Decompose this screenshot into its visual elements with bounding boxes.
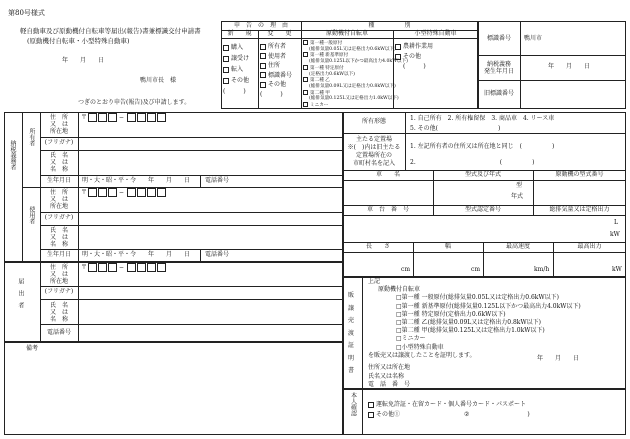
width-unit: cm	[471, 266, 481, 273]
user-birth-label: 生年月日	[46, 251, 71, 258]
change-address[interactable]: 住所	[260, 61, 292, 71]
change-user[interactable]: 使用者	[260, 52, 292, 62]
vehicle-name-field[interactable]	[343, 181, 433, 204]
transfer-body: 上記 原動機付自転車 □第一種 一般原付(総排気量0.05L又は定格出力0.6kW以下) □第一種 新基準原付(総排気量0.125L以下かつ最高出力4.0kW以下) □第一種 特定原付(定格出力0.6kW以下) □第二種 乙(総排気量0.09L又は定格出力0.8kW以下) □第二種 甲(総排気量0.125L又は定格出力1.0kW以下) □ミニカー □小型特殊自動車 を販売又は譲渡したことを証明します。	[368, 278, 581, 359]
speed-label: 最高速度	[505, 243, 530, 250]
length-unit: cm	[401, 266, 411, 273]
type-farming[interactable]: 農耕作業用	[395, 42, 433, 52]
owner-postal[interactable]: 〒 −	[81, 113, 166, 122]
location-label: 主たる定置場 ※( )内は旧主たる 定置場所在の 市町村名を記入	[347, 136, 401, 167]
user-furigana-field[interactable]	[80, 213, 342, 224]
ownership-label: 所有形態	[361, 118, 386, 125]
reason-new-other[interactable]: その他	[223, 75, 249, 86]
filer-phone-label: 電話番号	[46, 329, 71, 336]
new-reason-list	[223, 42, 249, 97]
change-other-detail: ( )	[260, 90, 283, 98]
application-date: 年 月 日	[62, 57, 105, 64]
transfer-date[interactable]: 年 月 日	[537, 355, 580, 362]
transfer-item-class2-a[interactable]: □第二種 甲(総排気量0.125L又は定格出力1.0kW以下)	[396, 327, 545, 335]
location-options[interactable]: 1. 左記所有者の住所又は所在地と同じ ( ) 2. ( )	[410, 143, 555, 166]
filer-furigana-label: (フリガナ)	[44, 288, 74, 295]
change-header: 変 更	[267, 30, 292, 37]
user-address-label: 住 所 又 は 所在地	[49, 189, 68, 210]
special-type-list: 農耕作業用 その他 ( )	[395, 42, 433, 72]
id-check-other[interactable]: その他① ② )	[368, 410, 530, 420]
owner-name-label: 氏 名 又 は 名 称	[49, 152, 68, 173]
declaration: つぎのとおり申告(報告)及び申請します。	[78, 99, 191, 106]
tax-start-date[interactable]: 年 月 日	[548, 63, 591, 70]
displacement-unit-kw: kW	[610, 231, 620, 238]
form-number: 第80号様式	[8, 9, 45, 17]
moped-type-list: 第一種一般原付 (総排気量0.05L又は定格出力0.6kW以下) 第一種 新基準原付 (総排気量0.125L以下かつ最高出力4.0kW以下) 第一種 特定原付 (定格出力0.6kW以下) 第二種 乙 (総排気量0.09L又は定格出力0.8kW以下) 第二種 甲 (総排気量0.125L又は定格出力1.0kW以下) ミニカー	[303, 40, 408, 109]
change-owner[interactable]: 所有者	[260, 42, 292, 52]
type-class1-special[interactable]: 第一種 特定原付	[303, 65, 408, 72]
id-check-label: 本人確認	[349, 392, 357, 416]
displacement-unit-l: L	[614, 219, 618, 226]
power-unit: kW	[612, 266, 622, 273]
change-reason-list	[260, 42, 292, 100]
transfer-item-class1-general[interactable]: □第一種 一般原付(総排気量0.05L又は定格出力0.6kW以下)	[396, 294, 559, 302]
user-side-label: 使用者	[27, 206, 35, 224]
filer-address-label: 住 所 又 は 所在地	[49, 264, 68, 285]
transfer-item-minicar[interactable]: □ミニカー	[396, 335, 426, 343]
year-unit: 年式	[511, 193, 524, 200]
reason-move-in[interactable]: 転入	[223, 64, 249, 75]
owner-address-label: 住 所 又 は 所在地	[49, 114, 68, 135]
transfer-item-special[interactable]: □小型特殊自動車	[396, 343, 444, 351]
filer-name-field[interactable]	[80, 300, 342, 323]
addressee: 鴨川市長 様	[140, 77, 177, 84]
displacement-label: 総排気量又は定格出力	[549, 206, 610, 213]
speed-unit: km/h	[534, 266, 550, 273]
type-class2-a[interactable]: 第二種 甲	[303, 90, 408, 97]
filer-phone-field[interactable]	[80, 325, 342, 341]
user-birth-date[interactable]: 明・大・昭・平・令 年 月 日	[82, 251, 191, 258]
vehicle-name-label: 車 名	[375, 171, 400, 178]
power-label: 最高出力	[577, 243, 602, 250]
reason-transfer[interactable]: 譲受け	[223, 53, 249, 64]
type-header: 種 別	[368, 22, 411, 29]
owner-furigana-label: (フリガナ)	[44, 139, 74, 146]
form-title: 軽自動車及び原動機付自転車等届出(報告)書兼標識交付申請書	[20, 27, 201, 35]
frame-number-field[interactable]	[343, 216, 433, 241]
filer-furigana-field[interactable]	[80, 287, 342, 298]
filer-name-label: 氏 名 又 は 名 称	[49, 302, 68, 323]
user-postal[interactable]: 〒 −	[81, 188, 166, 197]
type-class2-b[interactable]: 第二種 乙	[303, 77, 408, 84]
engine-model-label: 原動機の型式番号	[555, 171, 604, 178]
user-name-label: 氏 名 又 は 名 称	[49, 227, 68, 248]
owner-birth-label: 生年月日	[46, 177, 71, 184]
user-name-field[interactable]	[80, 226, 342, 248]
old-plate-field[interactable]	[522, 83, 624, 107]
filer-side-label: 届出者	[16, 278, 24, 314]
width-label: 幅	[444, 243, 451, 250]
remarks-box[interactable]	[4, 342, 343, 435]
change-plate[interactable]: 標識番号	[260, 71, 292, 81]
tax-start-label: 納税義務 発生年月日	[483, 61, 514, 75]
engine-model-field[interactable]	[534, 181, 625, 204]
special-header: 小型特殊自動車	[414, 30, 457, 37]
transfer-label: 販 譲 売 渡 証 明 書	[348, 292, 355, 374]
owner-phone-label: 電話番号	[205, 177, 230, 184]
plate-city: 鴨川市	[524, 35, 543, 42]
type-class1-general[interactable]: 第一種一般原付	[303, 40, 408, 47]
old-plate-label: 旧標識番号	[483, 90, 514, 97]
change-other[interactable]: その他	[260, 80, 292, 90]
owner-birth-date[interactable]: 明・大・昭・平・令 年 月 日	[82, 177, 191, 184]
owner-name-field[interactable]	[80, 151, 342, 174]
type-special-other[interactable]: その他	[395, 52, 433, 62]
transfer-item-class2-b[interactable]: □第二種 乙(総排気量0.09L又は定格出力0.8kW以下)	[396, 319, 541, 327]
user-phone-label: 電話番号	[205, 251, 230, 258]
remarks-label: 備考	[26, 345, 39, 352]
type-minicar[interactable]: ミニカー	[303, 102, 408, 109]
moped-header: 原動機付自転車	[325, 30, 368, 37]
owner-furigana-field[interactable]	[80, 138, 342, 149]
cert-number-field[interactable]	[434, 216, 533, 241]
form-subtitle: (原動機付自転車・小型特殊自動車)	[27, 37, 130, 45]
reason-header: 申 告 の 理 由	[233, 22, 288, 29]
new-header: 新 規	[227, 30, 252, 37]
model-year-label: 型式及び年式	[464, 171, 501, 178]
id-check-license[interactable]: 運転免許証・在留カード・個人番号カード・パスポート	[368, 400, 530, 410]
ownership-options[interactable]: 1. 自己所有 2. 所有権留保 3. 商品車 4. リース車 5. その他( )	[410, 115, 555, 132]
plate-label: 標識番号	[486, 35, 511, 42]
owner-side-label: 所有者	[27, 128, 35, 146]
type-class1-new[interactable]: 第一種 新基準原付	[303, 52, 408, 59]
model-unit: 型	[516, 182, 523, 189]
frame-number-label: 車 台 番 号	[366, 206, 409, 213]
length-label: 長 さ	[365, 243, 390, 250]
transfer-item-class1-special[interactable]: □第一種 特定原付(定格出力0.6kW以下)	[396, 310, 506, 318]
transfer-item-class1-new[interactable]: □第一種 新基準原付(総排気量0.125L以下かつ最高出力4.0kW以下)	[396, 302, 581, 310]
reason-new-other-detail: ( )	[223, 88, 246, 95]
id-check-options	[368, 400, 530, 420]
reason-purchase[interactable]: 購入	[223, 42, 249, 53]
taxpayer-side-label: 納税義務者	[9, 140, 16, 170]
transfer-seller: 住所又は所在地 氏名又は名称 電 話 番 号	[368, 364, 411, 388]
user-furigana-label: (フリガナ)	[44, 214, 74, 221]
filer-postal[interactable]: 〒 −	[81, 263, 166, 272]
cert-number-label: 型式認定番号	[464, 206, 501, 213]
